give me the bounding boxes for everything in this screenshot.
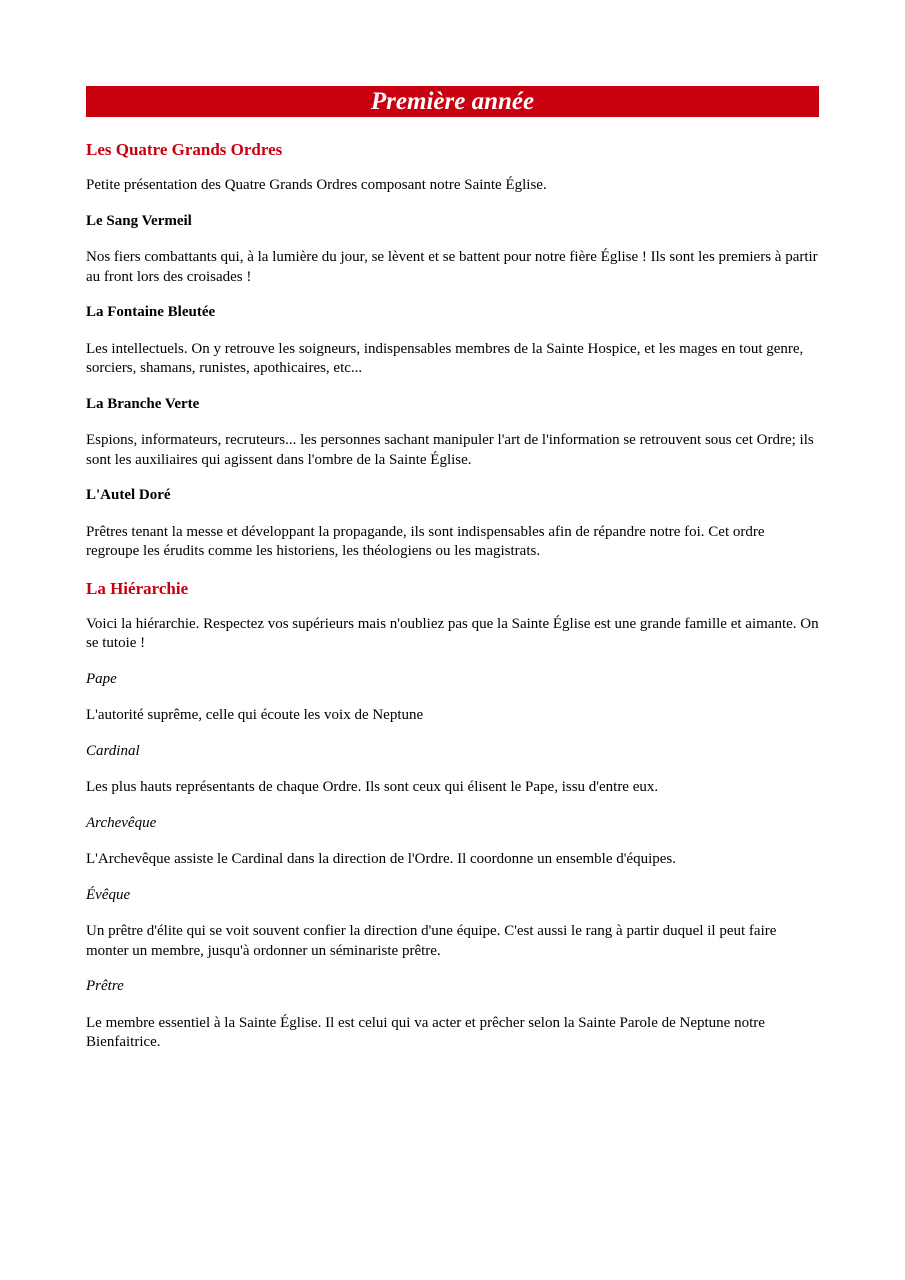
order-heading: La Branche Verte [86, 395, 200, 412]
section-orders [86, 139, 819, 562]
order-heading: L'Autel Doré [86, 487, 171, 503]
rank-description: L'autorité suprême, celle qui écoute les voix de Neptune [86, 707, 424, 723]
section-intro-orders: Petite présentation des Quatre Grands Ordres composant notre Sainte Église. [86, 177, 547, 193]
order-heading: Le Sang Vermeil [86, 212, 192, 229]
order-heading: La Fontaine Bleutée [86, 304, 216, 320]
rank-description: L'Archevêque assiste le Cardinal dans la direction de l'Ordre. Il coordonne un ensemble d'équipes. [86, 851, 676, 867]
rank-heading: Pape [86, 670, 117, 687]
order-description: Nos fiers combattants qui, à la lumière du jour, se lèvent et se battent pour notre fière Église ! Ils sont les premiers à partir au front lors des croisades ! [86, 249, 818, 285]
rank-description: Les plus hauts représentants de chaque Ordre. Ils sont ceux qui élisent le Pape, issu d'entre eux. [86, 779, 659, 795]
section-title-orders: Les Quatre Grands Ordres [86, 140, 283, 159]
section-intro-hierarchy: Voici la hiérarchie. Respectez vos supérieurs mais n'oubliez pas que la Sainte Église est une grande famille et aimante. On se tutoie ! [86, 615, 819, 651]
section-hierarchy [86, 578, 819, 1053]
section-title-hierarchy: La Hiérarchie [86, 578, 189, 598]
order-description: Espions, informateurs, recruteurs... les personnes sachant manipuler l'art de l'information se retrouvent sous cet Ordre; ils sont les auxiliaires qui agissent dans l'ombre de la Sainte Église. [86, 432, 814, 468]
order-description: Les intellectuels. On y retrouve les soigneurs, indispensables membres de la Sainte Hospice, et les mages en tout genre, sorciers, shamans, runistes, apothicaires, etc... [86, 340, 804, 376]
document-page [86, 86, 819, 1069]
rank-heading: Cardinal [86, 742, 140, 759]
order-description: Prêtres tenant la messe et développant la propagande, ils sont indispensables afin de répandre notre foi. Cet ordre regroupe les érudits comme les historiens, les théologiens ou les magistrats. [86, 523, 765, 559]
rank-description: Un prêtre d'élite qui se voit souvent confier la direction d'une équipe. C'est aussi le rang à partir duquel il peut faire monter un membre, jusqu'à ordonner un séminariste prêtre. [86, 923, 777, 959]
document-title: Première année [86, 86, 819, 117]
rank-heading: Archevêque [86, 814, 157, 831]
rank-description: Le membre essentiel à la Sainte Église. Il est celui qui va acter et prêcher selon la Sainte Parole de Neptune notre Bienfaitrice. [86, 1014, 765, 1050]
rank-heading: Évêque [86, 886, 131, 903]
rank-heading: Prêtre [86, 978, 124, 994]
